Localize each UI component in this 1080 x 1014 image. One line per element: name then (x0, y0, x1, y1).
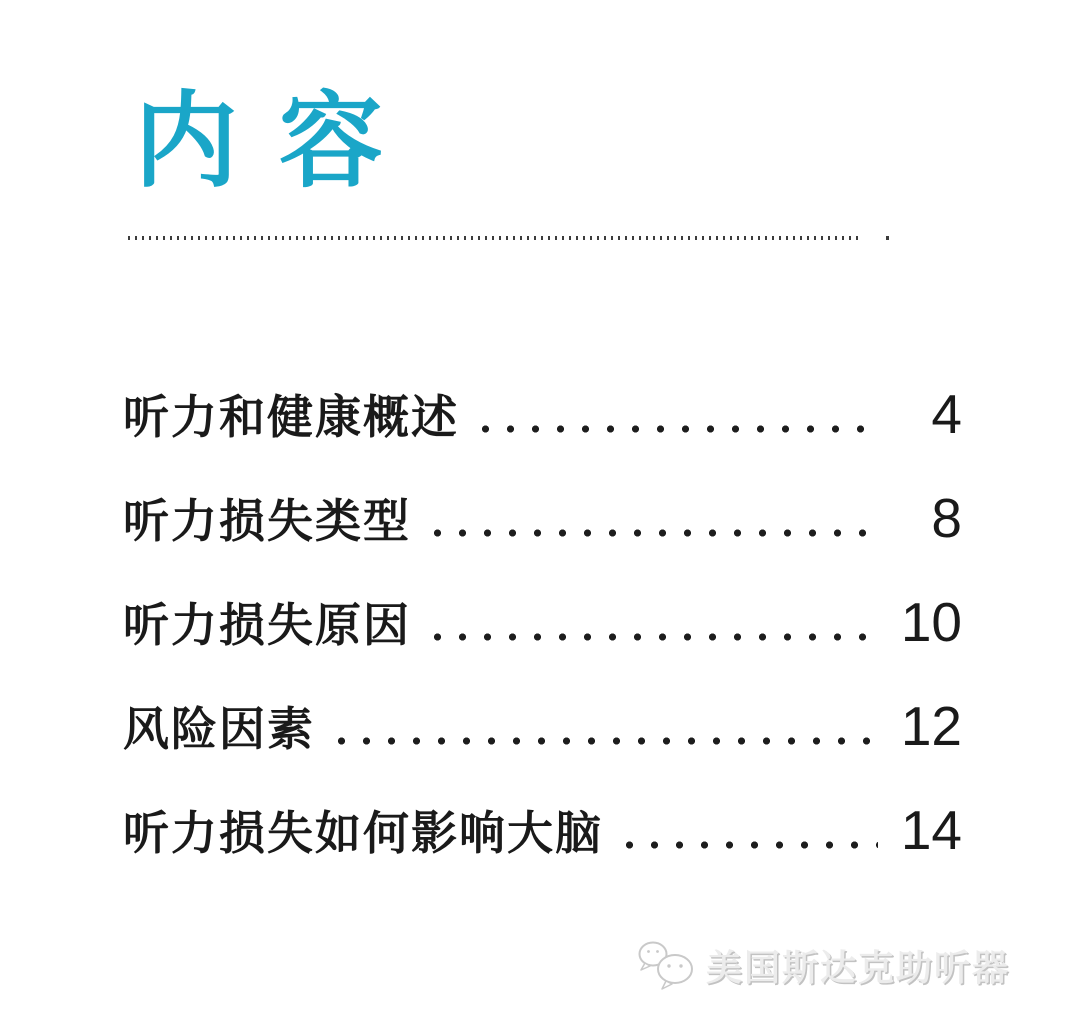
toc-entry-page-number: 8 (931, 487, 962, 549)
toc-entry-label: 听力和健康概述 (123, 391, 459, 443)
toc-entry (123, 383, 962, 445)
toc-entry (123, 695, 962, 757)
dot-leader (421, 529, 878, 537)
toc-entry (123, 487, 962, 549)
toc-entry-label: 听力损失如何影响大脑 (123, 807, 603, 859)
watermark-text: 美国斯达克助听器 (705, 946, 1010, 988)
toc-entry (123, 799, 962, 861)
watermark (636, 938, 1010, 992)
toc-entry (123, 591, 962, 653)
toc-entry-label: 听力损失类型 (123, 495, 411, 547)
toc-entry-page-number: 10 (900, 591, 962, 653)
divider-end-dot (886, 236, 889, 240)
page-title: 内 容 (134, 84, 389, 200)
dot-leader (421, 633, 878, 641)
toc-entry-page-number: 4 (931, 383, 962, 445)
dotted-divider (128, 236, 862, 240)
wechat-bubbles-icon (636, 938, 698, 992)
toc-entry-label: 风险因素 (123, 703, 315, 755)
toc-entry-page-number: 12 (900, 695, 962, 757)
toc-list (123, 383, 962, 908)
dot-leader (613, 841, 878, 849)
toc-entry-page-number: 14 (900, 799, 962, 861)
dot-leader (469, 425, 878, 433)
toc-entry-label: 听力损失原因 (123, 599, 411, 651)
dot-leader (325, 737, 878, 745)
